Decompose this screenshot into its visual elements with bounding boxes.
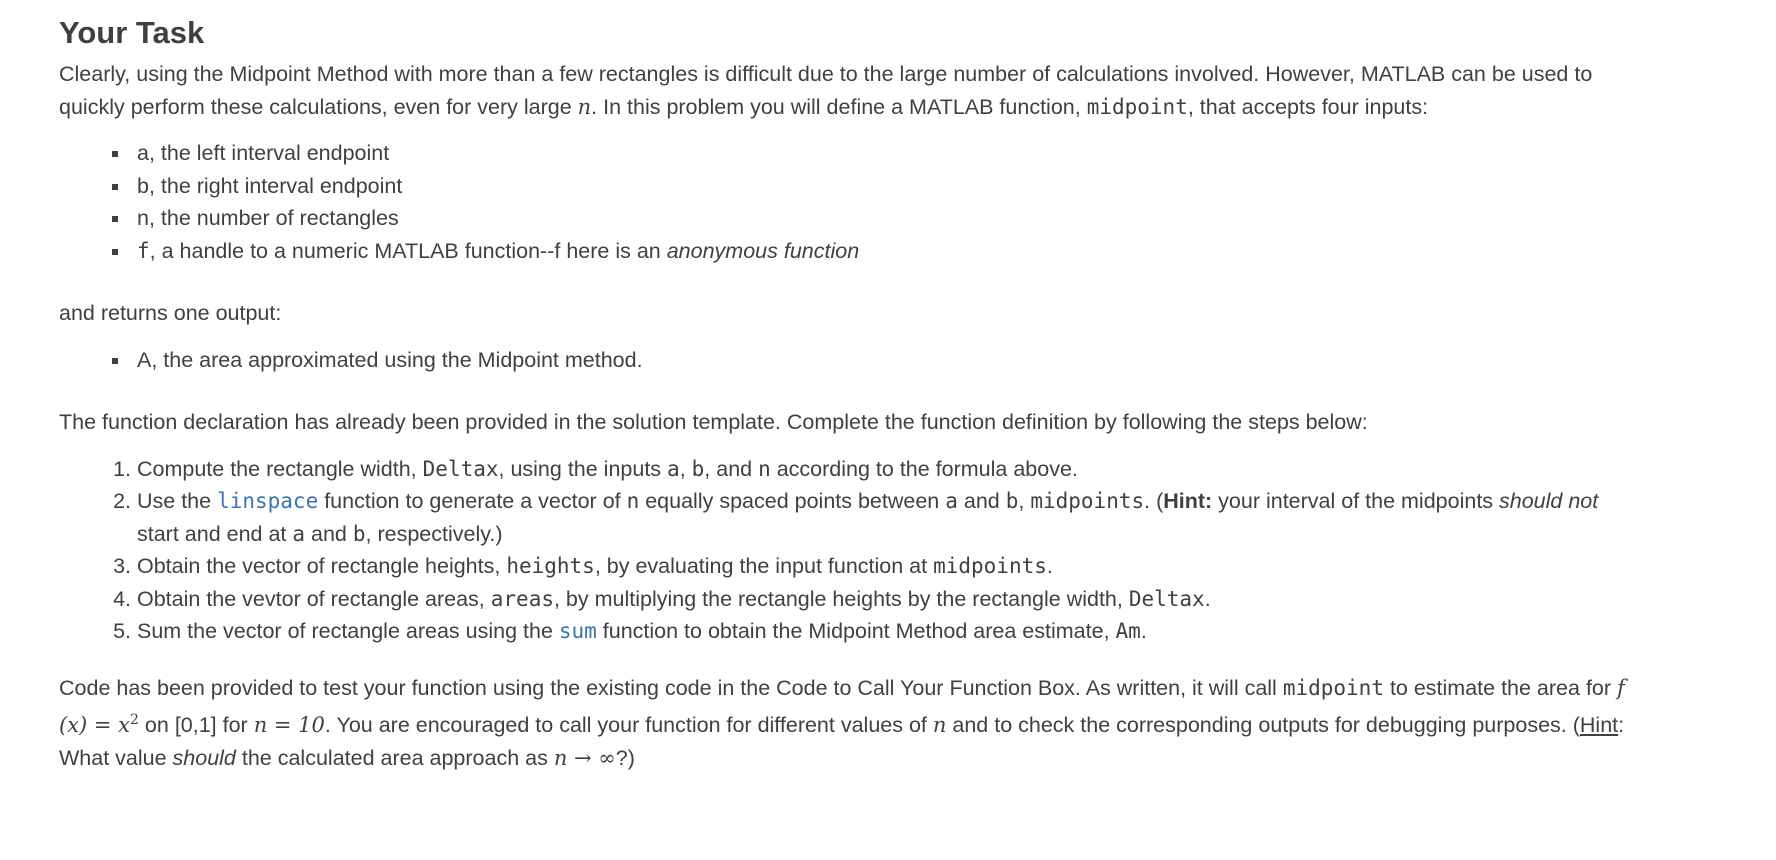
step-1: 1. Compute the rectangle width, Deltax, using the inputs a, b, and n according to the formula above. <box>137 453 1629 486</box>
intro-paragraph: Clearly, using the Midpoint Method with more than a few rectangles is difficult due to the large number of calculations involved. However, MATLAB can be used to quickly perform these calculations, even for very large n. In this problem you will define a MATLAB function, midpoint, that accepts four inputs: <box>59 62 1593 119</box>
outputs-list <box>59 344 1629 377</box>
list-item: a, the left interval endpoint <box>137 137 1629 170</box>
steps-list <box>59 453 1629 648</box>
math-fx: f (x) = x <box>59 675 1625 738</box>
returns-paragraph: and returns one output: <box>59 301 282 325</box>
step-4: 4. Obtain the vevtor of rectangle areas, areas, by multiplying the rectangle heights by the rectangle width, Deltax. <box>137 583 1629 616</box>
inputs-list <box>59 137 1629 267</box>
task-document <box>59 12 1629 774</box>
page-title: Your Task <box>59 15 205 50</box>
math-n: n <box>577 94 592 119</box>
math-limit: n → ∞ <box>553 745 616 770</box>
list-item: A, the area approximated using the Midpoint method. <box>137 344 1629 377</box>
closing-paragraph: Code has been provided to test your function using the existing code in the Code to Call Your Function Box. As written, it will call midpoint to estimate the area for f $(x) = x^2$ on [0,1] for n = 10. You are encouraged to call your function for different values of n and to check the corresponding outputs for debugging purposes. (Hint: What value should the calculated area approach as n → ∞?) <box>59 675 1625 770</box>
step-3: 3. Obtain the vector of rectangle heights, heights, by evaluating the input function at midpoints. <box>137 550 1629 583</box>
step-2: 2. Use the linspace function to generate a vector of n equally spaced points between a and b, midpoints. (Hint: your interval of the midpoints should not start and end at a and b, respectively.) <box>137 485 1629 550</box>
code-midpoint: midpoint <box>1086 94 1188 119</box>
math-n-eq: n = 10 <box>253 713 325 738</box>
list-item: n, the number of rectangles <box>137 202 1629 235</box>
linspace-link[interactable]: linspace <box>217 489 319 513</box>
step-5: 5. Sum the vector of rectangle areas using the sum function to obtain the Midpoint Method area estimate, Am. <box>137 615 1629 648</box>
sum-link[interactable]: sum <box>558 619 597 643</box>
list-item: b, the right interval endpoint <box>137 170 1629 203</box>
list-item: f, a handle to a numeric MATLAB function--f here is an anonymous function <box>137 235 1629 268</box>
declaration-paragraph: The function declaration has already been provided in the solution template. Complete the function definition by following the steps below: <box>59 410 1368 434</box>
